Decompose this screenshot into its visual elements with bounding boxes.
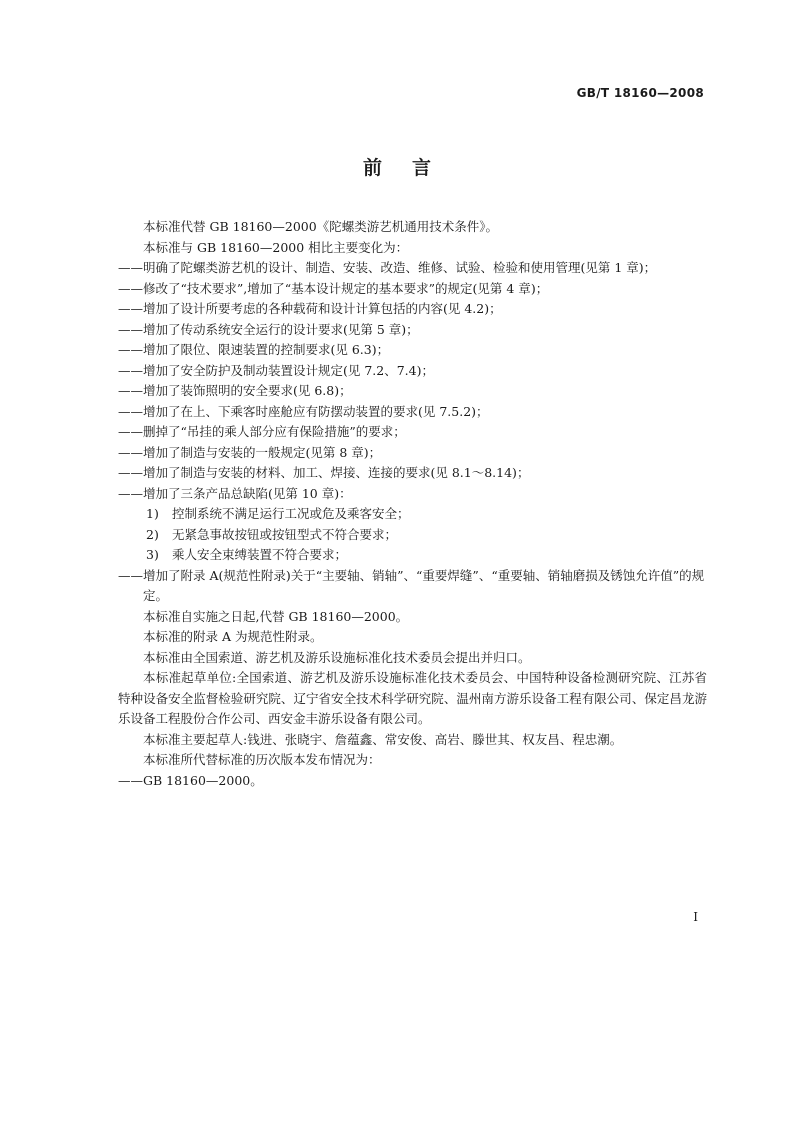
- change-item: ——增加了制造与安装的一般规定(见第 8 章)；: [118, 444, 382, 460]
- page-number: I: [693, 910, 698, 924]
- change-item: ——删掉了“吊挂的乘人部分应有保险措施”的要求；: [118, 424, 406, 439]
- effective-statement: 本标准自实施之日起,代替 GB 18160—2000。: [143, 608, 409, 624]
- defect-item: [118, 545, 707, 566]
- foreword-body: [118, 217, 707, 791]
- change-item: ——修改了“技术要求”,增加了“基本设计规定的基本要求”的规定(见第 4 章)；: [118, 280, 549, 296]
- proposal-statement: 本标准由全国索道、游艺机及游乐设施标准化技术委员会提出并归口。: [143, 649, 531, 665]
- change-item: ——增加了安全防护及制动装置设计规定(见 7.2、7.4)；: [118, 362, 434, 378]
- annex-statement: 本标准的附录 A 为规范性附录。: [143, 629, 323, 644]
- defect-number: 1): [146, 506, 159, 521]
- history-item: ——GB 18160—2000。: [118, 772, 263, 788]
- defect-text: 乘人安全束缚装置不符合要求；: [172, 547, 348, 562]
- annex-change-item: ——增加了附录 A(规范性附录)关于“主要轴、销轴”、“重要焊缝”、“重要轴、销轴磨损及锈蚀允许值”的规定。: [118, 567, 705, 603]
- page-title: 前言: [362, 157, 461, 179]
- standard-number: GB/T 18160—2008: [576, 86, 704, 100]
- change-item: ——明确了陀螺类游艺机的设计、制造、安装、改造、维修、试验、检验和使用管理(见第 1 章)；: [118, 260, 657, 275]
- drafting-units: 本标准起草单位:全国索道、游艺机及游乐设施标准化技术委员会、中国特种设备检测研究院、江苏省特种设备安全监督检验研究院、辽宁省安全技术科学研究院、温州南方游乐设备工程有限公司、保定昌龙游乐设备工程股份合作公司、西安金丰游乐设备有限公司。: [118, 670, 707, 726]
- change-item: ——增加了限位、限速装置的控制要求(见 6.3)；: [118, 342, 390, 357]
- change-item: ——增加了传动系统安全运行的设计要求(见第 5 章)；: [118, 321, 419, 337]
- history-intro: 本标准所代替标准的历次版本发布情况为：: [143, 752, 381, 767]
- drafters: 本标准主要起草人:钱进、张晓宇、詹蕴鑫、常安俊、高岩、滕世其、权友昌、程忠潮。: [143, 731, 623, 747]
- change-item: ——增加了制造与安装的材料、加工、焊接、连接的要求(见 8.1～8.14)；: [118, 465, 530, 480]
- defect-item: [118, 504, 707, 525]
- change-item: ——增加了在上、下乘客时座舱应有防摆动装置的要求(见 7.5.2)；: [118, 403, 489, 419]
- defect-number: 3): [146, 547, 159, 562]
- changes-intro: 本标准与 GB 18160—2000 相比主要变化为：: [143, 239, 409, 255]
- change-item: ——增加了三条产品总缺陷(见第 10 章)：: [118, 485, 352, 501]
- change-item: ——增加了设计所要考虑的各种载荷和设计计算包括的内容(见 4.2)；: [118, 301, 502, 316]
- defect-item: [118, 525, 707, 546]
- change-item: ——增加了装饰照明的安全要求(见 6.8)；: [118, 383, 352, 398]
- defect-text: 控制系统不满足运行工况或危及乘客安全；: [172, 506, 410, 521]
- defect-number: 2): [146, 526, 159, 542]
- replacement-statement: 本标准代替 GB 18160—2000《陀螺类游艺机通用技术条件》。: [143, 219, 498, 234]
- defect-text: 无紧急事故按钮或按钮型式不符合要求；: [172, 526, 398, 542]
